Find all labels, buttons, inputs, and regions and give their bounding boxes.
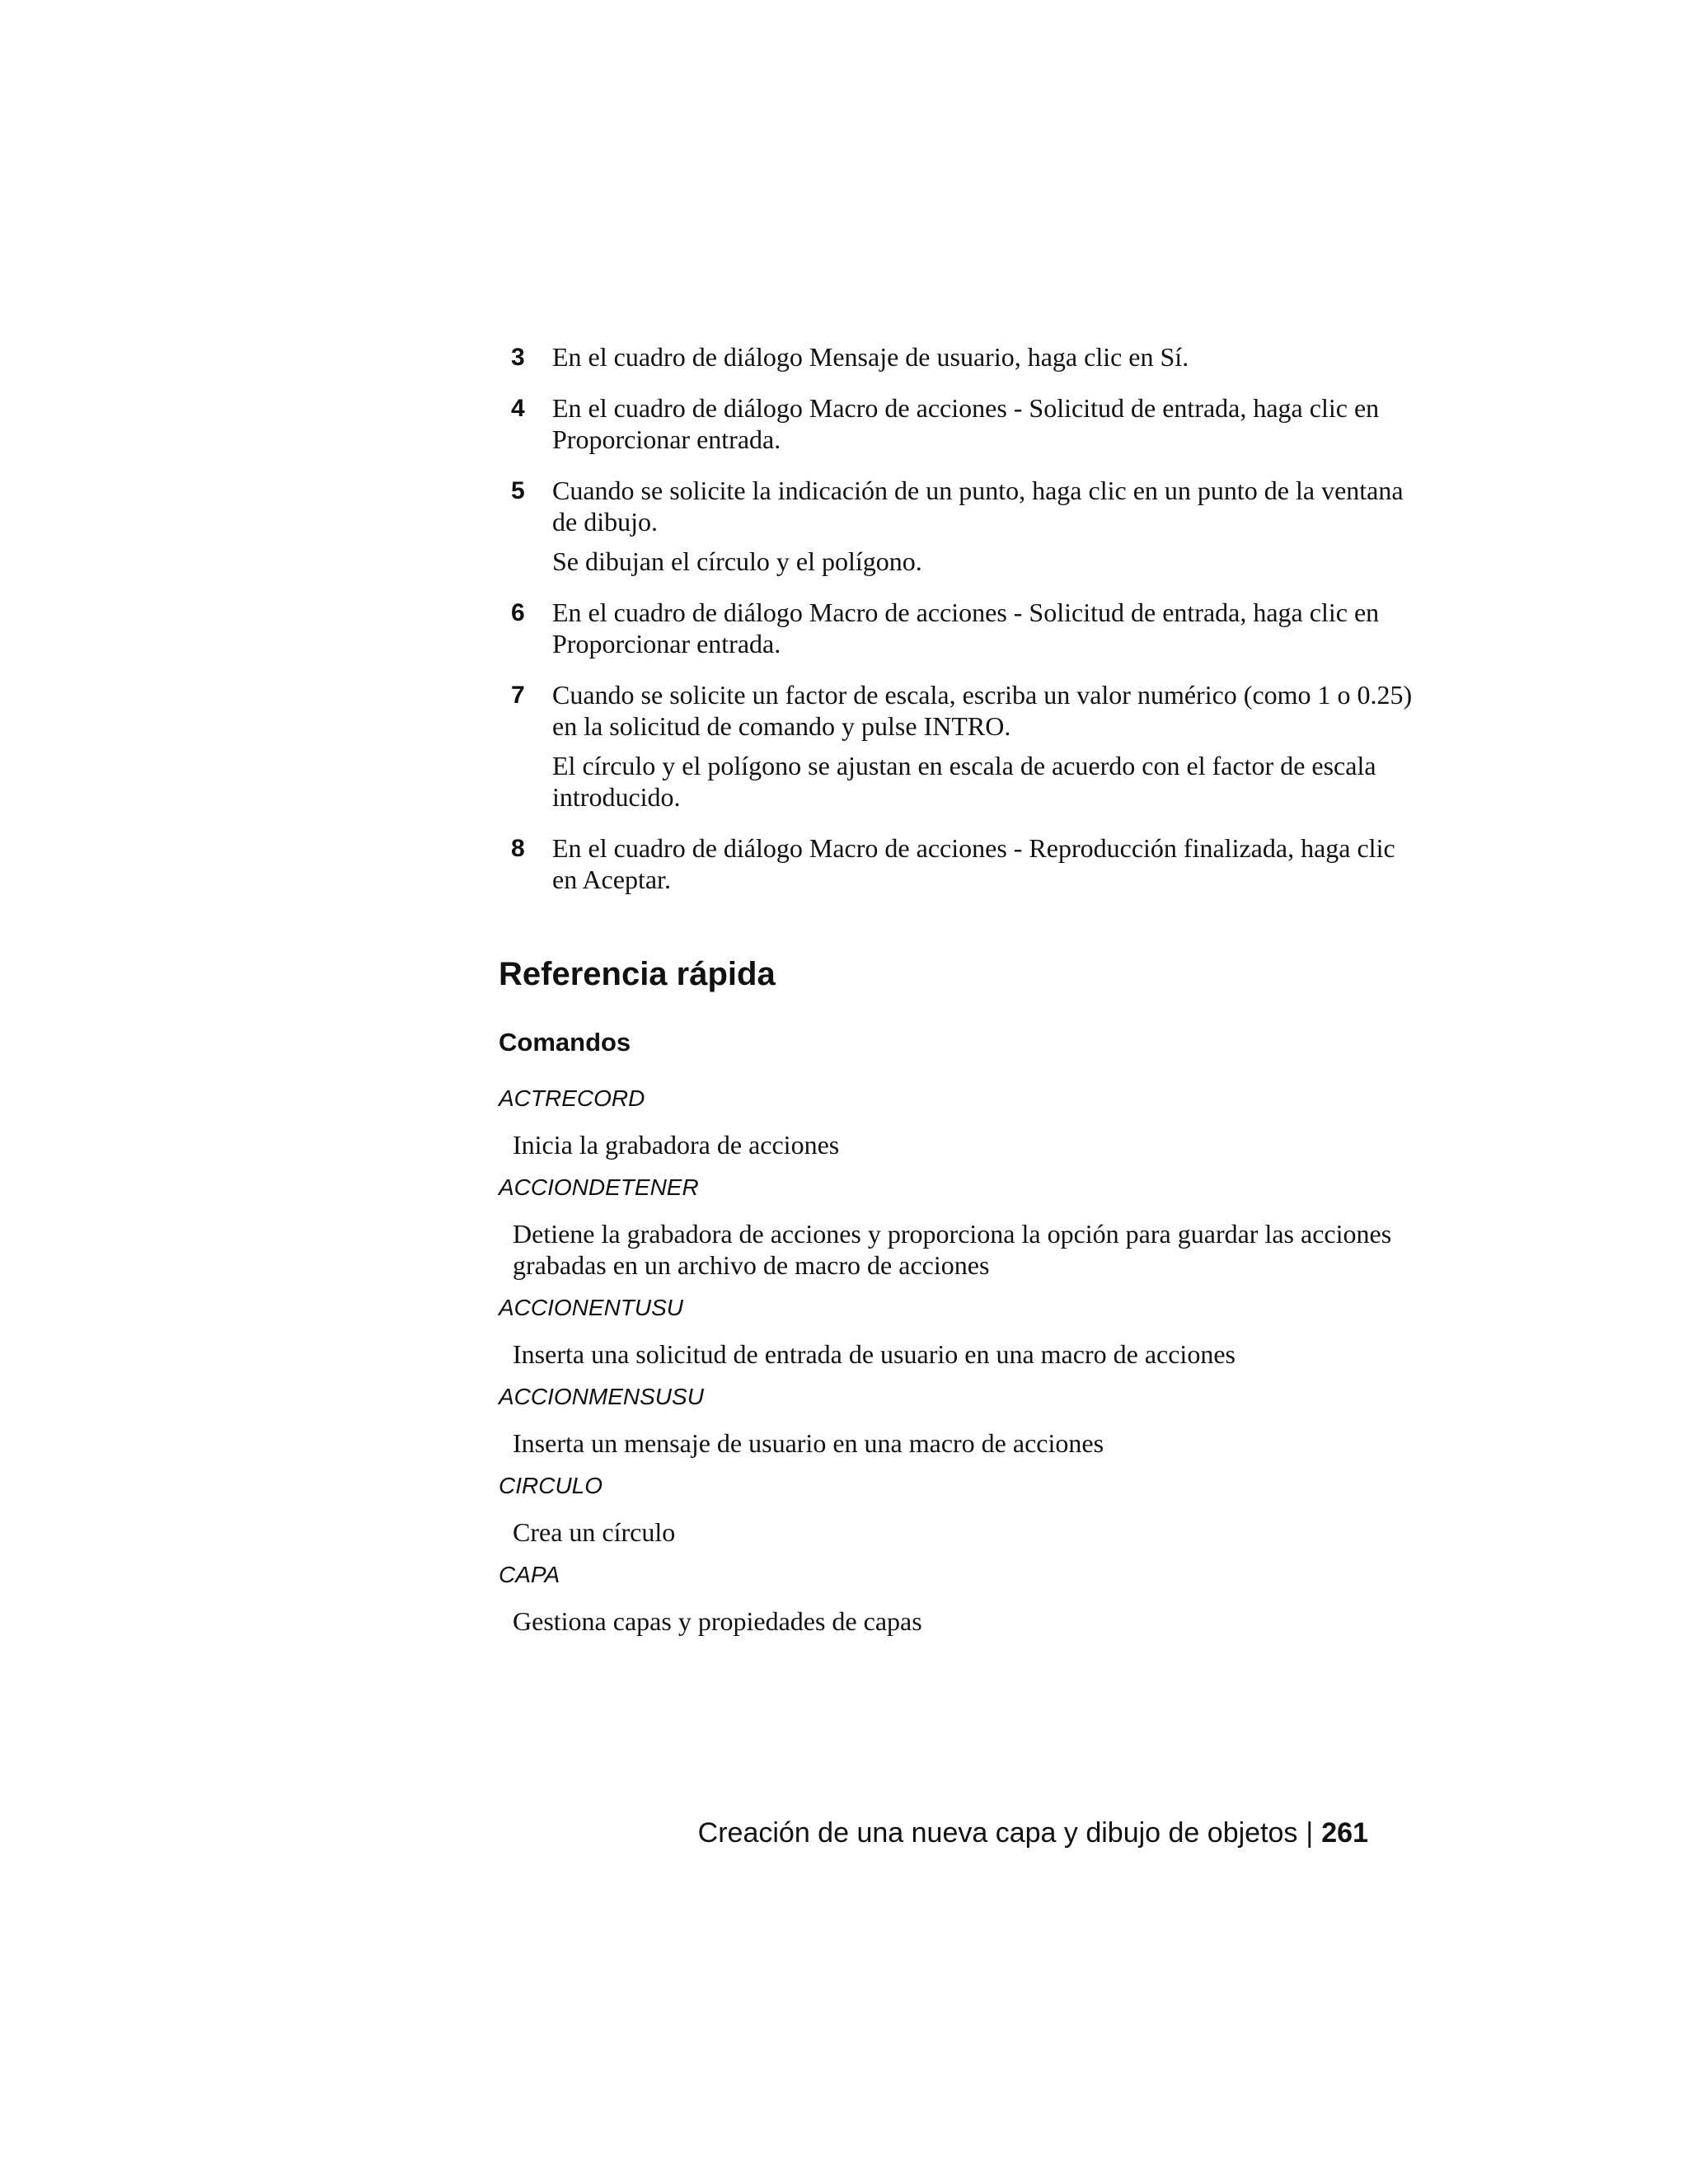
command-name: CIRCULO [499,1473,603,1498]
page-footer [698,1816,1368,1850]
step-note: El círculo y el polígono se ajustan en escala de acuerdo con el factor de escala introducido. [552,751,1376,812]
step-text: En el cuadro de diálogo Macro de acciones - Solicitud de entrada, haga clic en Proporcionar entrada. [552,393,1380,454]
command-name: ACCIONENTUSU [499,1295,684,1320]
command-name: CAPA [499,1562,560,1587]
command-name: ACCIONMENSUSU [499,1384,704,1409]
section-heading: Referencia rápida [499,956,776,992]
step-item [511,597,1418,659]
step-text: En el cuadro de diálogo Macro de acciones - Solicitud de entrada, haga clic en Proporcionar entrada. [552,598,1380,658]
step-text: En el cuadro de diálogo Macro de acciones - Reproducción finalizada, haga clic en Aceptar. [552,833,1395,894]
step-text: Cuando se solicite la indicación de un punto, haga clic en un punto de la ventana de dibujo. [552,476,1404,537]
step-number: 4 [511,395,525,422]
page-number: 261 [1321,1817,1368,1849]
step-number: 6 [511,599,525,626]
command-description: Inserta una solicitud de entrada de usuario en una macro de acciones [513,1339,1236,1369]
step-text: Cuando se solicite un factor de escala, escriba un valor numérico (como 1 o 0.25) en la solicitud de comando y pulse INTRO. [552,680,1413,741]
step-number: 3 [511,344,525,371]
command-description: Crea un círculo [513,1517,676,1547]
step-item [511,832,1418,895]
step-item [511,341,1418,373]
procedure-steps [511,341,1418,915]
command-entry [499,1085,1422,1160]
footer-separator: | [1306,1817,1314,1849]
command-entry [499,1174,1422,1281]
command-entry [499,1294,1422,1370]
step-item [511,679,1418,813]
command-entry [499,1561,1422,1637]
step-item [511,475,1418,577]
step-number: 8 [511,835,525,862]
step-item [511,392,1418,455]
command-name: ACTRECORD [499,1085,645,1111]
step-number: 7 [511,682,525,709]
command-description: Inserta un mensaje de usuario en una macro de acciones [513,1428,1104,1458]
command-description: Gestiona capas y propiedades de capas [513,1606,922,1636]
command-list [499,1085,1422,1650]
step-note: Se dibujan el círculo y el polígono. [552,546,922,576]
command-description: Detiene la grabadora de acciones y proporciona la opción para guardar las acciones grabadas en un archivo de macro de acciones [513,1219,1392,1280]
command-entry [499,1472,1422,1548]
footer-chapter-title: Creación de una nueva capa y dibujo de objetos [697,1817,1298,1849]
step-text: En el cuadro de diálogo Mensaje de usuario, haga clic en Sí. [552,342,1189,372]
command-name: ACCIONDETENER [499,1174,699,1200]
section-subheading: Comandos [499,1028,631,1057]
command-description: Inicia la grabadora de acciones [513,1130,840,1160]
command-entry [499,1383,1422,1459]
step-number: 5 [511,477,525,504]
